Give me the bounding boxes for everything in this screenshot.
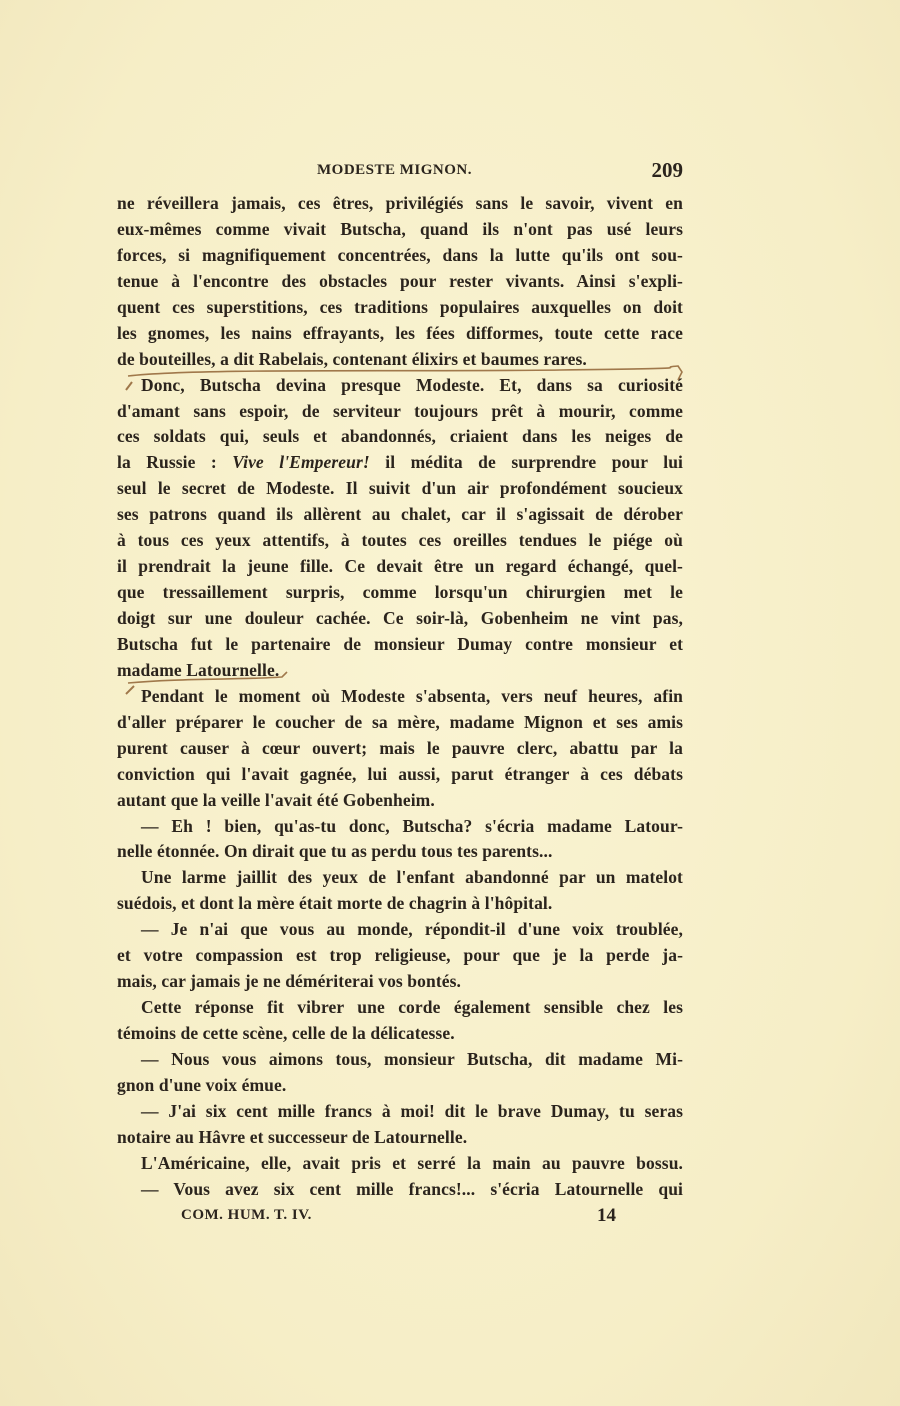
text-line: Cette réponse fit vibrer une corde également sensible chez les bbox=[141, 997, 683, 1018]
text-line: gnon d'une voix émue. bbox=[117, 1074, 287, 1095]
running-header bbox=[117, 160, 683, 184]
text-line: forces, si magnifiquement concentrées, dans la lutte qu'ils ont sou- bbox=[117, 244, 683, 265]
text-segment: la Russie : bbox=[117, 452, 233, 473]
page-number: 209 bbox=[651, 158, 683, 182]
body-text bbox=[117, 191, 683, 1203]
text-line: conviction qui l'avait gagnée, lui aussi, parut étranger à ces débats bbox=[117, 763, 683, 784]
text-line: il prendrait la jeune fille. Ce devait être un regard échangé, quel- bbox=[117, 556, 683, 577]
text-line: notaire au Hâvre et successeur de Latournelle. bbox=[117, 1126, 468, 1147]
text-line: ces soldats qui, seuls et abandonnés, criaient dans les neiges de bbox=[117, 426, 683, 447]
text-segment: il médita de surprendre pour lui bbox=[369, 452, 683, 473]
text-line: les gnomes, les nains effrayants, les fées difformes, toute cette race bbox=[117, 322, 683, 343]
text-line: — Vous avez six cent mille francs!... s'écria Latournelle qui bbox=[141, 1178, 683, 1199]
text-line: Butscha fut le partenaire de monsieur Dumay contre monsieur et bbox=[117, 633, 683, 654]
text-line: eux-mêmes comme vivait Butscha, quand ils n'ont pas usé leurs bbox=[117, 218, 683, 239]
text-line: Donc, Butscha devina presque Modeste. Et, dans sa curiosité bbox=[141, 374, 683, 395]
text-line: tenue à l'encontre des obstacles pour rester vivants. Ainsi s'expli- bbox=[117, 270, 683, 291]
text-line: Une larme jaillit des yeux de l'enfant abandonné par un matelot bbox=[141, 867, 683, 888]
text-line: d'aller préparer le coucher de sa mère, madame Mignon et ses amis bbox=[117, 711, 683, 732]
text-line: madame Latournelle. bbox=[117, 659, 280, 680]
text-line: seul le secret de Modeste. Il suivit d'un air profondément soucieux bbox=[117, 478, 683, 499]
text-line: autant que la veille l'avait été Gobenheim. bbox=[117, 789, 435, 810]
text-line: doigt sur une douleur cachée. Ce soir-là, Gobenheim ne vint pas, bbox=[117, 608, 683, 628]
text-line: — Je n'ai que vous au monde, répondit-il d'une voix troublée, bbox=[141, 919, 683, 940]
text-line: Pendant le moment où Modeste s'absenta, vers neuf heures, afin bbox=[141, 685, 683, 706]
text-line: — Eh ! bien, qu'as-tu donc, Butscha? s'écria madame Latour- bbox=[141, 815, 683, 836]
text-line: de bouteilles, a dit Rabelais, contenant élixirs et baumes rares. bbox=[117, 348, 587, 369]
text-line: que tressaillement surpris, comme lorsqu'un chirurgien met le bbox=[117, 582, 683, 603]
text-line: quent ces superstitions, ces traditions populaires auxquelles on doit bbox=[117, 296, 683, 317]
italic-exclamation: Vive l'Empereur! bbox=[232, 452, 370, 473]
text-line: à tous ces yeux attentifs, à toutes ces oreilles tendues le piége où bbox=[117, 530, 683, 551]
text-line: témoins de cette scène, celle de la délicatesse. bbox=[117, 1023, 455, 1043]
text-line: ne réveillera jamais, ces êtres, privilégiés sans le savoir, vivent en bbox=[117, 193, 683, 213]
text-line: suédois, et dont la mère était morte de chagrin à l'hôpital. bbox=[117, 893, 553, 914]
text-line bbox=[117, 450, 683, 476]
text-line: purent causer à cœur ouvert; mais le pauvre clerc, abattu par la bbox=[117, 737, 683, 758]
text-line: d'amant sans espoir, de serviteur toujours prêt à mourir, comme bbox=[117, 400, 683, 421]
running-title: MODESTE MIGNON. bbox=[317, 162, 473, 178]
text-line: nelle étonnée. On dirait que tu as perdu tous tes parents... bbox=[117, 841, 553, 862]
text-line: — J'ai six cent mille francs à moi! dit le brave Dumay, tu seras bbox=[141, 1100, 683, 1121]
text-line: L'Américaine, elle, avait pris et serré la main au pauvre bossu. bbox=[141, 1152, 683, 1173]
text-line: — Nous vous aimons tous, monsieur Butscha, dit madame Mi- bbox=[141, 1048, 683, 1069]
text-line: mais, car jamais je ne démériterai vos bontés. bbox=[117, 971, 461, 992]
signature-mark: COM. HUM. T. IV. bbox=[181, 1207, 312, 1223]
signature-number: 14 bbox=[597, 1205, 616, 1226]
text-line: et votre compassion est trop religieuse, pour que je la perde ja- bbox=[117, 945, 683, 966]
page-footer bbox=[117, 1205, 683, 1231]
text-line: ses patrons quand ils allèrent au chalet, car il s'agissait de dérober bbox=[117, 504, 683, 525]
